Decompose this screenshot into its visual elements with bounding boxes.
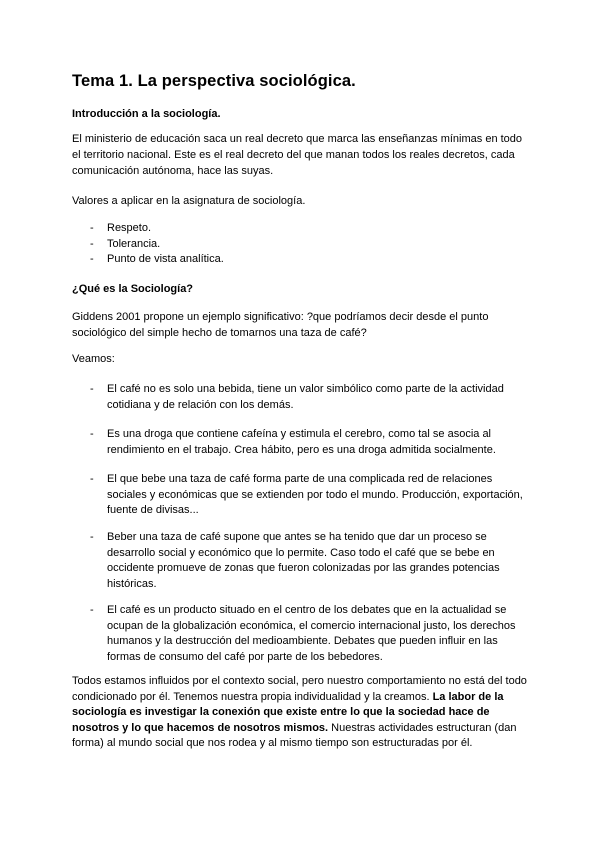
bullet-text: Beber una taza de café supone que antes se ha tenido que dar un proceso se desarrollo social y económico que lo permite. Caso todo el café que se bebe en occidente promueve de zonas que fueron colonizadas por las grandes potencias históricas.	[107, 531, 500, 590]
paragraph-values-intro: Valores a aplicar en la asignatura de sociología.	[72, 195, 306, 207]
values-list	[90, 221, 530, 268]
closing-text-end: Nuestras actividades estructuran (dan forma) al mundo social que nos rodea y al mismo tiempo son estructuradas por él.	[72, 721, 517, 749]
bullet-text: El café no es solo una bebida, tiene un valor simbólico como parte de la actividad cotidiana y de relación con los demás.	[107, 383, 504, 411]
dash-marker: -	[90, 531, 94, 543]
dash-marker: -	[90, 237, 94, 250]
list-item	[90, 603, 530, 665]
list-item	[90, 427, 530, 458]
page-title: Tema 1. La perspectiva sociológica.	[72, 72, 356, 90]
closing-text: Todos estamos influidos por el contexto social, pero nuestro comportamiento no está del todo condicionado por él. Tenemos nuestra propia individualidad y la creamos.	[72, 675, 527, 703]
list-item: - Punto de vista analítica.	[90, 252, 530, 268]
paragraph-closing	[72, 674, 532, 752]
dash-marker: -	[90, 222, 94, 234]
dash-marker: -	[90, 253, 94, 265]
dash-marker: -	[90, 604, 94, 616]
list-item: - Respeto.	[90, 221, 530, 237]
bullet-text: El que bebe una taza de café forma parte de una complicada red de relaciones sociales y económicas que se extienden por todo el mundo. Producción, exportación, fuente de divisas...	[107, 473, 523, 516]
list-item	[90, 472, 530, 519]
closing-bold-text: La labor de la sociología es investigar la conexión que existe entre lo que la sociedad hace de nosotros y lo que hacemos de nosotros mismos.	[72, 690, 504, 734]
list-item	[90, 382, 530, 413]
list-item	[90, 530, 530, 592]
dash-marker: -	[90, 428, 94, 440]
section-heading-que-es: ¿Qué es la Sociología?	[72, 283, 194, 295]
bullet-text: Es una droga que contiene cafeína y estimula el cerebro, como tal se asocia al rendimiento en el trabajo. Crea hábito, pero es una droga admitida socialmente.	[107, 428, 496, 456]
paragraph-veamos: Veamos:	[72, 353, 115, 365]
dash-marker: -	[90, 473, 94, 485]
bullet-text: El café es un producto situado en el centro de los debates que en la actualidad se ocupan de la globalización económica, el comercio internacional justo, los derechos humanos y la destrucción del medioambiente. Debates que pueden influir en las formas de consumo del café por parte de los bebedores.	[107, 604, 516, 663]
paragraph-giddens: Giddens 2001 propone un ejemplo significativo: ?que podríamos decir desde el punto sociológico del simple hecho de tomarnos una taza de café?	[72, 311, 489, 339]
list-item: - Tolerancia.	[90, 237, 530, 253]
section-heading-intro: Introducción a la sociología.	[72, 108, 221, 120]
dash-marker: -	[90, 383, 94, 395]
paragraph-real-decreto: El ministerio de educación saca un real decreto que marca las enseñanzas mínimas en todo el territorio nacional. Este es el real decreto del que manan todos los reales decretos, cada comunicación autónoma, hace las suyas.	[72, 133, 523, 177]
